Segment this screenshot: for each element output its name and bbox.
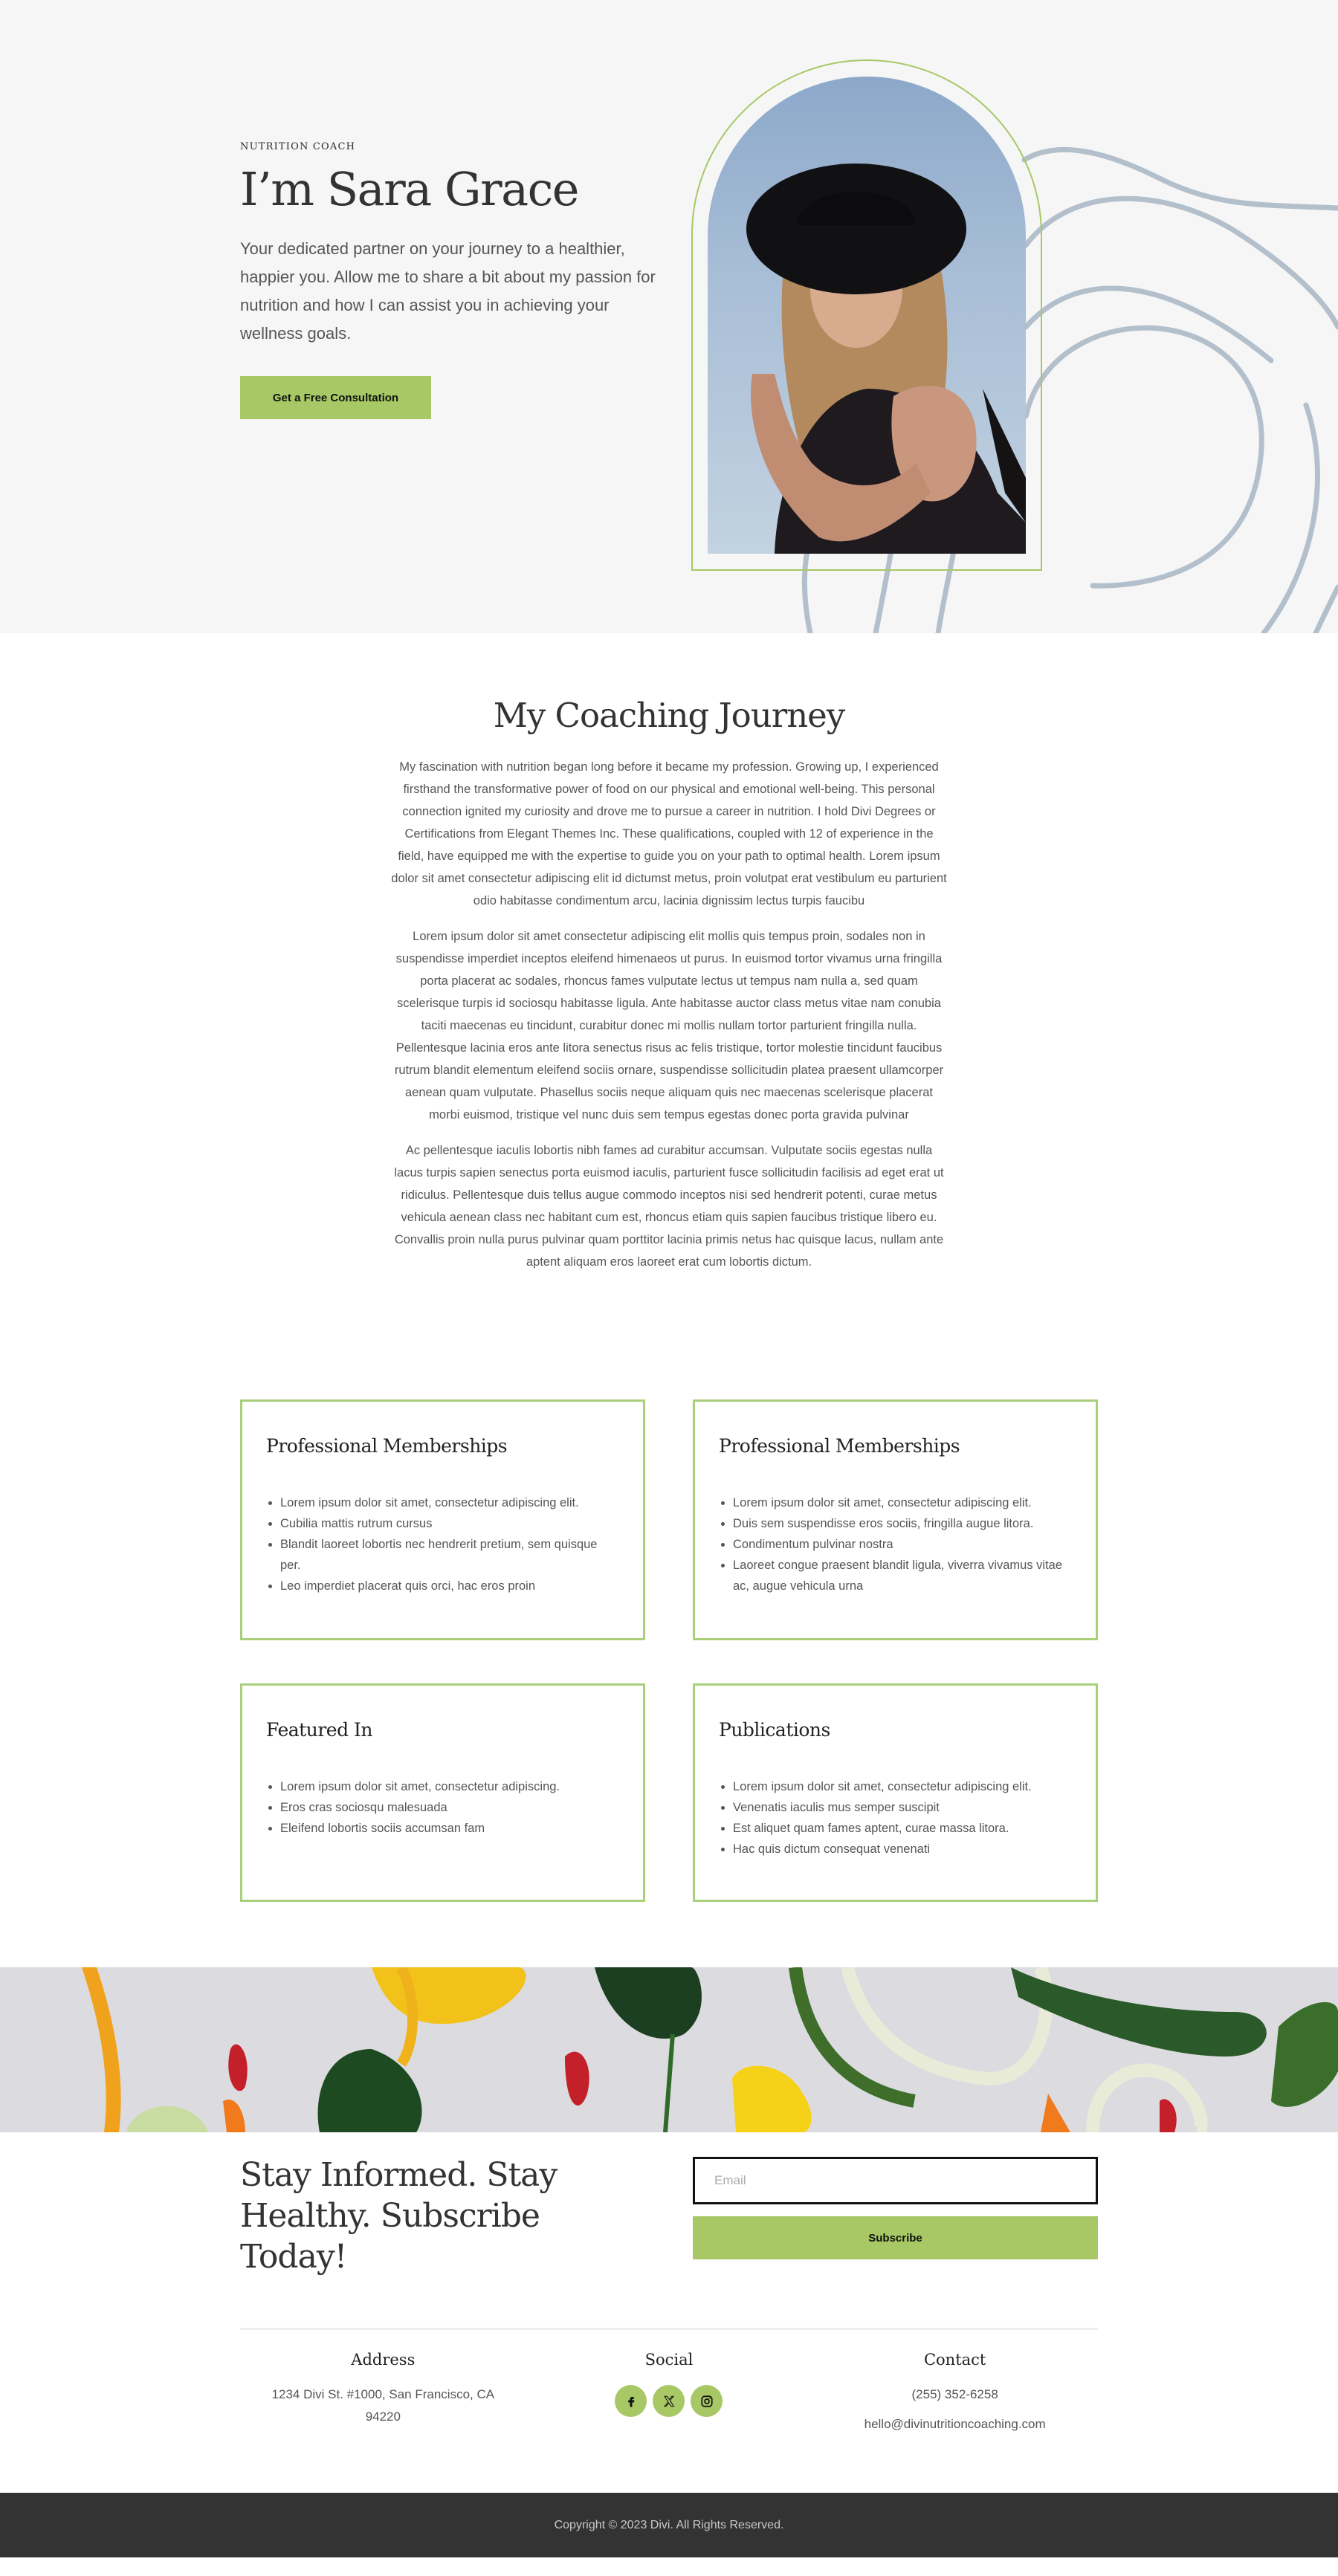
list-item: • Lorem ipsum dolor sit amet, consectetur adipiscing. (280, 1776, 619, 1797)
journey-title: My Coaching Journey (493, 696, 845, 735)
list-item: • Venenatis iaculis mus semper suscipit (733, 1797, 1072, 1818)
list-item: • Blandit laoreet lobortis nec hendrerit pretium, sem quisque per. (280, 1534, 619, 1576)
list-item: • Leo imperdiet placerat quis orci, hac eros proin (280, 1576, 619, 1596)
card-publications (693, 1683, 1098, 1902)
subscribe-section (240, 2132, 1098, 2277)
vegetables-banner-image (0, 1967, 1338, 2132)
list-item: • Eros cras sociosqu malesuada (280, 1797, 619, 1818)
credentials-grid (240, 1399, 1098, 1902)
journey-paragraph: My fascination with nutrition began long before it became my profession. Growing up, I experienced firsthand the transformative power of food on our physical and emotional well-being. This personal connection ignited my curiosity and drove me to pursue a career in nutrition. I hold Divi Degrees or Certifications from Elegant Themes Inc. These qualifications, coupled with 12 of experience in the field, have equipped me with the expertise to guide you on your path to optimal health. Lorem ipsum dolor sit amet consectetur adipiscing elit id dictumst metus, proin volutpat erat vestibulum eu parturient odio habitasse condimentum arcu, lacinia dignissim lectus turpis faucibu (391, 760, 947, 907)
card-featured-in (240, 1683, 645, 1902)
list-item: • Lorem ipsum dolor sit amet, consectetur adipiscing elit. (733, 1776, 1072, 1797)
vegetables-illustration (0, 1967, 1338, 2132)
instagram-link[interactable] (691, 2385, 723, 2417)
x-twitter-link[interactable] (653, 2385, 685, 2417)
journey-paragraph: Lorem ipsum dolor sit amet consectetur adipiscing elit mollis quis tempus proin, sodales non in suspendisse imperdiet inceptos eleifend himenaeos ut purus. In euismod tortor vivamus urna fringilla porta placerat ac sodales, rhoncus fames vulputate lectus ut tempus nam nulla a, sed quam scelerisque turpis id sociosqu habitasse ligula. Ante habitasse auctor class metus vitae nam conubia taciti maecenas eu tincidunt, curabitur donec mi mollis nullam tortor parturient fringilla nulla. Pellentesque lacinia eros ante litora senectus risus ac felis tristique, tortor molestie tincidunt faucibus rutrum blandit elementum eleifend sociis ornare, suspendisse sollicitudin platea praesent ullamcorper aenean quam vulputate. Phasellus sociis neque aliquam quis nec maecenas scelerisque placerat morbi euismod, tristique vel nunc duis sem tempus egestas donec porta gravida pulvinar (394, 930, 944, 1122)
subscribe-title: Stay Informed. Stay Healthy. Subscribe Today! (240, 2156, 558, 2276)
email-address[interactable]: hello@divinutritioncoaching.com (864, 2417, 1046, 2431)
list-item: • Est aliquet quam fames aptent, curae massa litora. (733, 1818, 1072, 1839)
card-list (266, 1776, 619, 1839)
contact-info-section (240, 2330, 1098, 2486)
list-item: • Lorem ipsum dolor sit amet, consectetur adipiscing elit. (733, 1492, 1072, 1513)
card-title: Publications (719, 1719, 830, 1741)
list-item: • Eleifend lobortis sociis accumsan fam (280, 1818, 619, 1839)
card-title: Featured In (266, 1719, 372, 1741)
decorative-swirl-lines (0, 0, 1338, 633)
hero-text-block (240, 141, 656, 419)
facebook-link[interactable] (615, 2385, 647, 2417)
facebook-icon (624, 2395, 638, 2408)
card-list (266, 1492, 619, 1596)
phone-number[interactable]: (255) 352-6258 (911, 2387, 998, 2401)
social-column (526, 2351, 812, 2486)
copyright-text: Copyright © 2023 Divi. All Rights Reserved. (554, 2518, 784, 2531)
card-list (719, 1492, 1072, 1596)
email-input[interactable] (693, 2157, 1098, 2204)
hero-eyebrow: NUTRITION COACH (240, 141, 356, 152)
x-twitter-icon (662, 2395, 676, 2408)
card-title: Professional Memberships (266, 1435, 508, 1457)
contact-column (812, 2351, 1098, 2486)
address-heading: Address (351, 2351, 416, 2369)
card-list (719, 1776, 1072, 1860)
list-item: • Cubilia mattis rutrum cursus (280, 1513, 619, 1534)
social-heading: Social (644, 2351, 694, 2369)
list-item: • Lorem ipsum dolor sit amet, consectetur adipiscing elit. (280, 1492, 619, 1513)
card-professional-memberships (240, 1399, 645, 1640)
address-text: 1234 Divi St. #1000, San Francisco, CA 94220 (271, 2387, 495, 2424)
subscribe-form (693, 2155, 1098, 2277)
footer-bar (0, 2493, 1338, 2557)
address-column (240, 2351, 526, 2486)
journey-paragraph: Ac pellentesque iaculis lobortis nibh fames ad curabitur accumsan. Vulputate sociis egestas nulla lacus turpis sapien senectus porta euismod iaculis, parturient fusce sollicitudin facilisis ad eget erat ut ridiculus. Pellentesque duis tellus augue commodo inceptos nisi sed hendrerit potenti, curae metus vehicula aenean class nec habitant cum est, rhoncus etiam quis sapien faucibus tristique libero eu. Convallis proin nulla purus pulvinar quam porttitor lacinia primis netus hac quisque lacus, nullam ante aptent aliquam eros laoreet erat cum lobortis dictum. (394, 1144, 944, 1269)
list-item: • Duis sem suspendisse eros sociis, fringilla augue litora. (733, 1513, 1072, 1534)
card-professional-memberships-2 (693, 1399, 1098, 1640)
list-item: • Laoreet congue praesent blandit ligula, viverra vivamus vitae ac, augue vehicula urna (733, 1555, 1072, 1596)
subscribe-button[interactable]: Subscribe (693, 2216, 1098, 2259)
hero-section (0, 0, 1338, 633)
hero-title: I’m Sara Grace (240, 162, 578, 216)
list-item: • Hac quis dictum consequat venenati (733, 1839, 1072, 1860)
contact-heading: Contact (923, 2351, 986, 2369)
instagram-icon (700, 2395, 714, 2408)
hero-subtitle: Your dedicated partner on your journey to a healthier, happier you. Allow me to share a bit about my passion for nutrition and how I can assist you in achieving your wellness goals. (240, 239, 656, 343)
free-consultation-button[interactable]: Get a Free Consultation (240, 376, 431, 419)
list-item: • Condimentum pulvinar nostra (733, 1534, 1072, 1555)
journey-body (391, 756, 947, 1273)
coaching-journey-section (0, 633, 1338, 1273)
portrait-illustration (708, 77, 1026, 554)
card-title: Professional Memberships (719, 1435, 960, 1457)
profile-photo (708, 77, 1026, 554)
social-links (526, 2385, 812, 2417)
